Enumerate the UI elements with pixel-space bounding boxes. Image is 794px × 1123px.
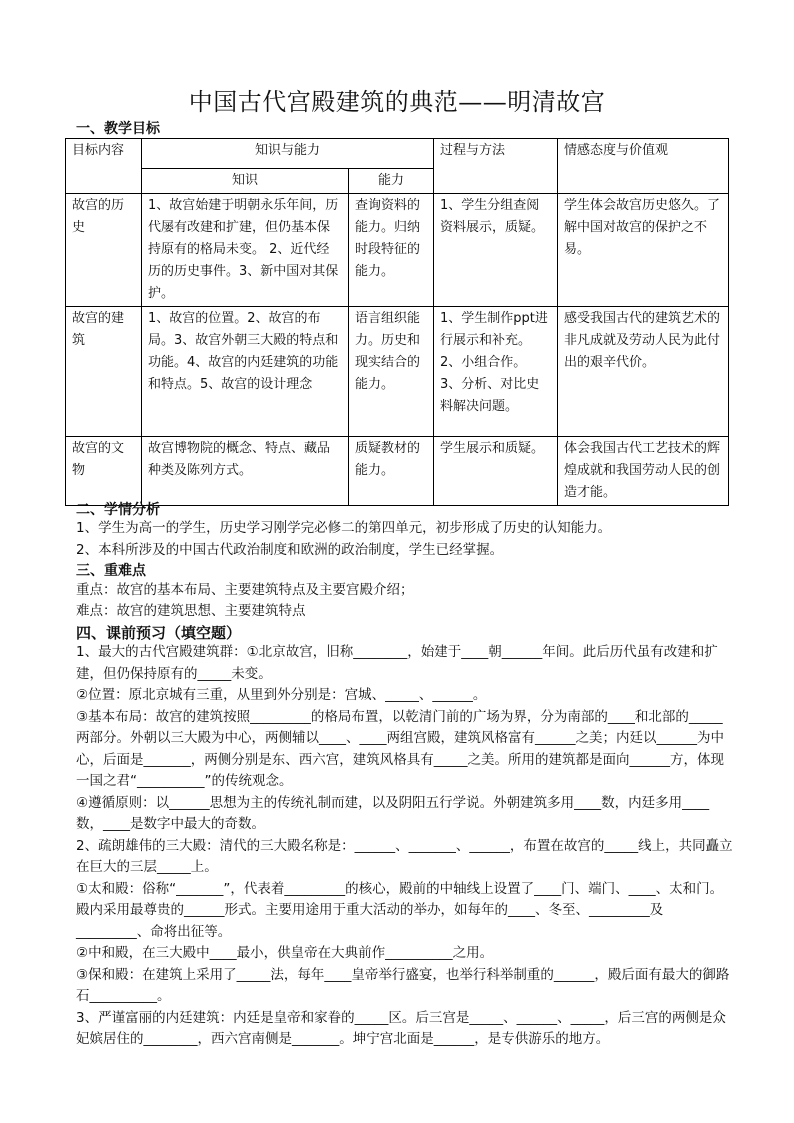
table-row	[66, 307, 729, 437]
question-paragraph: ②位置：原北京城有三重，从里到外分别是：宫城、_____、______。	[76, 687, 487, 703]
analysis-paragraph: 2、本科所涉及的中国古代政治制度和欧洲的政治制度，学生已经掌握。	[76, 542, 504, 558]
cell-emotion: 感受我国古代的建筑艺术的非凡成就及劳动人民为此付出的艰辛代价。	[558, 307, 729, 437]
cell-target: 故宫的建筑	[66, 307, 142, 437]
section-heading-goals: 一、教学目标	[76, 121, 160, 137]
cell-ability: 语言组织能力。历史和现实结合的能力。	[349, 307, 434, 437]
cell-process: 1、学生分组查阅资料展示，质疑。	[434, 194, 558, 307]
question-paragraph: ③基本布局：故宫的建筑按照_________的格局布置，以乾清门前的广场为界，分为南部的____和北部的_____两部分。外朝以三大殿为中心，两侧辅以____、____两组宫殿，建筑风格富有______之美；内廷以______为中心，后面是_______，两侧分别是东、西六宫，建筑风格具有_____之美。所用的建筑都是面向______方，体现一国之君“__________”的传统观念。	[76, 708, 724, 789]
page-title: 中国古代宫殿建筑的典范——明清故宫	[188, 88, 606, 116]
fill-in-questions	[76, 642, 736, 1051]
cell-ability: 查询资料的能力。归纳时段特征的能力。	[349, 194, 434, 307]
header-process: 过程与方法	[434, 139, 558, 194]
header-emotion: 情感态度与价值观	[558, 139, 729, 194]
question-paragraph: ①太和殿：俗称“_______”，代表着_________的核心，殿前的中轴线上设置了____门、端门、____、太和门。殿内采用最尊贵的______形式。主要用途用于重大活动的举办，如每年的____、冬至、_________及_________、命将出征等。	[76, 880, 724, 940]
difficulty-paragraph: 难点：故宫的建筑思想、主要建筑特点	[76, 603, 306, 619]
cell-knowledge: 故宫博物院的概念、特点、藏品种类及陈列方式。	[142, 437, 349, 506]
question-paragraph: ④遵循原则：以______思想为主的传统礼制而建，以及阴阳五行学说。外朝建筑多用____数，内廷多用____数，____是数字中最大的奇数。	[76, 794, 710, 832]
table-row	[66, 437, 729, 506]
cell-process: 1、学生制作ppt进行展示和补充。 2、小组合作。 3、分析、对比史料解决问题。	[434, 307, 558, 437]
question-paragraph: 1、最大的古代宫殿建筑群：①北京故宫，旧称________，始建于____朝______年间。此后历代虽有改建和扩建，但仍保持原有的_____未变。	[76, 644, 718, 682]
header-ability: 能力	[349, 169, 434, 194]
cell-process: 学生展示和质疑。	[434, 437, 558, 506]
question-paragraph: ②中和殿，在三大殿中____最小，供皇帝在大典前作__________之用。	[76, 945, 494, 961]
header-knowledge-ability: 知识与能力	[142, 139, 434, 169]
header-target: 目标内容	[66, 139, 142, 194]
section-heading-keypoints: 三、重难点	[76, 563, 146, 579]
cell-knowledge: 1、故宫始建于明朝永乐年间，历代屡有改建和扩建，但仍基本保持原有的格局未变。 2、近代经历的历史事件。3、新中国对其保护。	[142, 194, 349, 307]
table-row	[66, 194, 729, 307]
cell-target: 故宫的文物	[66, 437, 142, 506]
cell-target: 故宫的历史	[66, 194, 142, 307]
question-paragraph: ③保和殿：在建筑上采用了_____法，每年____皇帝举行盛宴，也举行科举制重的______，殿后面有最大的御路石__________。	[76, 966, 730, 1004]
analysis-paragraph: 1、学生为高一的学生，历史学习刚学完必修二的第四单元，初步形成了历史的认知能力。	[76, 520, 612, 536]
section-heading-preview: 四、课前预习（填空题）	[76, 624, 242, 642]
cell-emotion: 学生体会故宫历史悠久。了解中国对故宫的保护之不易。	[558, 194, 729, 307]
section-heading-analysis: 二、学情分析	[76, 502, 160, 518]
cell-ability: 质疑教材的能力。	[349, 437, 434, 506]
teaching-goals-table	[65, 138, 729, 506]
header-knowledge: 知识	[142, 169, 349, 194]
question-paragraph: 3、严谨富丽的内廷建筑：内廷是皇帝和家眷的_____区。后三宫是_____、______、_____，后三宫的两侧是众妃嫔居住的________，西六宫南侧是_______。坤宁宫北面是______，是专供游乐的地方。	[76, 1009, 726, 1047]
cell-emotion: 体会我国古代工艺技术的辉煌成就和我国劳动人民的创造才能。	[558, 437, 729, 506]
question-paragraph: 2、疏朗雄伟的三大殿：清代的三大殿名称是：______、_______、______，布置在故宫的_____线上，共同矗立在巨大的三层_____上。	[76, 837, 733, 875]
keypoint-paragraph: 重点：故宫的基本布局、主要建筑特点及主要宫殿介绍；	[76, 582, 414, 598]
cell-knowledge: 1、故宫的位置。2、故宫的布局。3、故宫外朝三大殿的特点和功能。4、故宫的内廷建筑的功能和特点。5、故宫的设计理念	[142, 307, 349, 437]
